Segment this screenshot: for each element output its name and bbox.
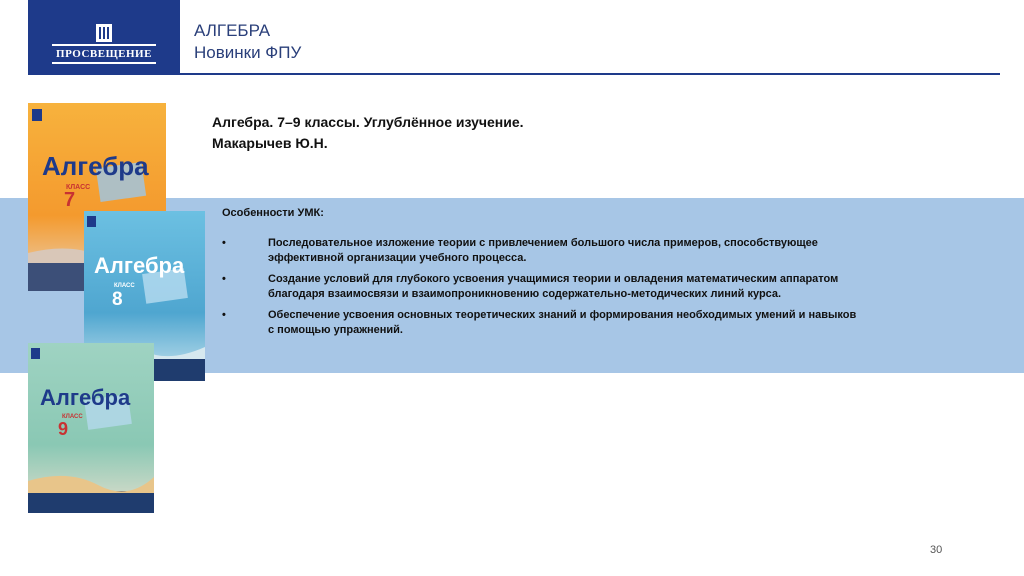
logo-text: ПРОСВЕЩЕНИЕ [56,48,152,60]
bullet-icon: • [222,237,226,249]
bullet-icon: • [222,273,226,285]
feature-item [222,236,862,266]
features-list [222,206,862,344]
feature-text: Последовательное изложение теории с привлечением большого числа примеров, способствующее эффективной организации учебного процесса. [268,237,818,264]
cover-grade-7: 7 [64,189,76,211]
cover-title-8: Алгебра [94,253,185,278]
cover-class-label-8: КЛАСС [114,283,135,289]
book-icon [88,22,120,46]
cover-grade-9: 9 [58,419,69,439]
publisher-logo [28,0,180,75]
feature-item [222,308,862,338]
feature-text: Создание условий для глубокого усвоения учащимися теории и овладения математическим аппаратом благодаря взаимосвязи и взаимопроникновению содержательно-методических линий курса. [268,273,839,300]
cover-class-label-9: КЛАСС [62,414,83,420]
logo-rule-bottom [52,62,156,64]
header-rule [180,73,1000,75]
feature-item [222,272,862,302]
cover-title-7: Алгебра [42,151,149,181]
header-subject: АЛГЕБРА [194,21,271,40]
feature-text: Обеспечение усвоения основных теоретических знаний и формирования необходимых умений и навыков с помощью упражнений. [268,309,857,336]
slide-header [194,20,301,64]
logo-rule-top [52,44,156,46]
page-number: 30 [930,544,943,556]
header-subtitle: Новинки ФПУ [194,43,302,62]
book-title: Алгебра. 7–9 классы. Углублённое изучение. [212,114,524,130]
cover-title-9: Алгебра [40,385,131,410]
book-info [212,112,524,154]
bullet-icon: • [222,309,226,321]
book-author: Макарычев Ю.Н. [212,135,328,151]
cover-grade-8: 8 [112,289,123,310]
cover-class-label-7: КЛАСС [66,184,91,191]
book-cover-grade-9 [28,343,154,513]
features-heading: Особенности УМК: [222,207,324,219]
